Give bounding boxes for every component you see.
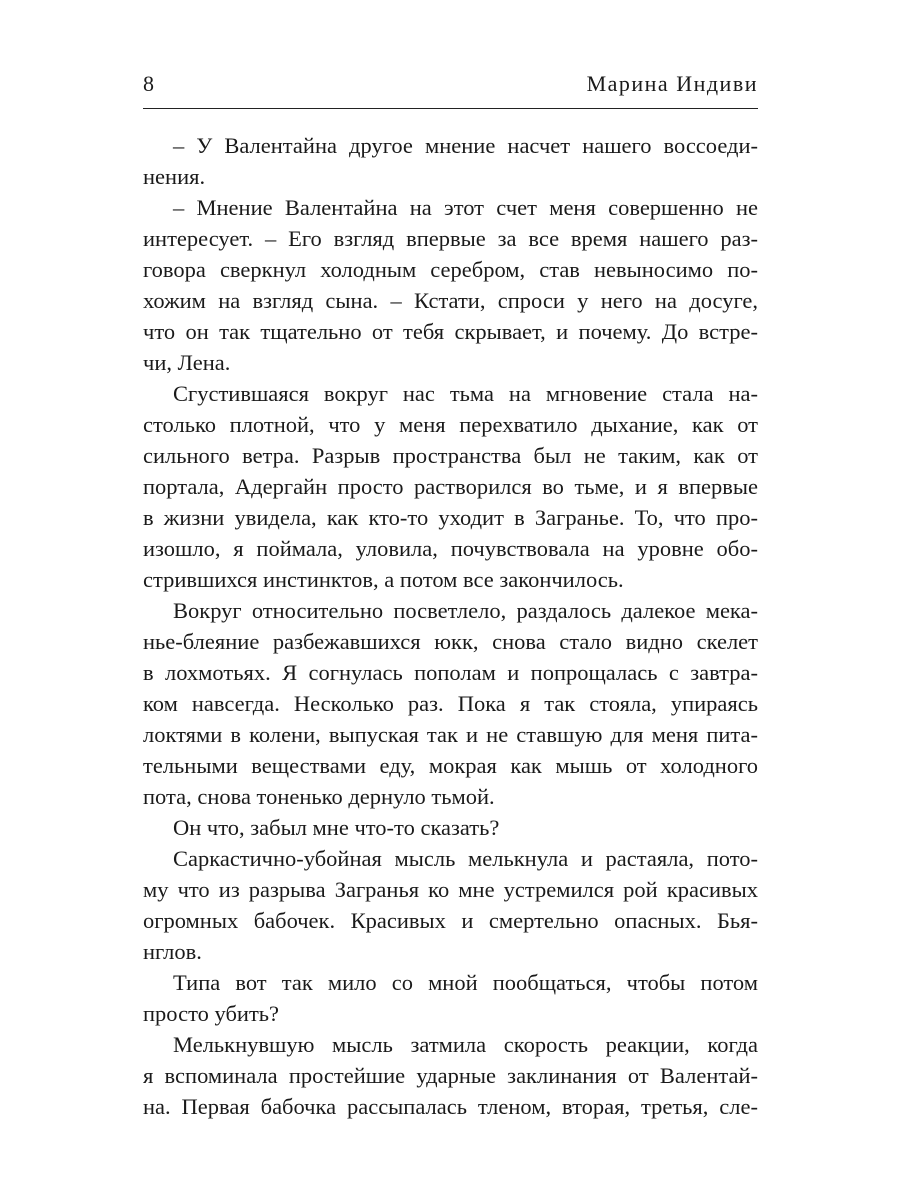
text-line: нения. <box>143 164 206 189</box>
text-line: что он так тщательно от тебя скрывает, и почему. До встре- <box>143 319 758 344</box>
text-line: чи, Лена. <box>143 350 231 375</box>
text-line: Типа вот так мило со мной пообщаться, чтобы потом <box>173 970 758 995</box>
body-text <box>143 130 758 1122</box>
page-header <box>143 72 758 109</box>
text-line: стрившихся инстинктов, а потом все закончилось. <box>143 567 624 592</box>
text-line: нглов. <box>143 939 202 964</box>
text-line: Мелькнувшую мысль затмила скорость реакции, когда <box>173 1032 758 1057</box>
text-line: нье-блеяние разбежавшихся юкк, снова стало видно скелет <box>143 629 758 654</box>
text-line: в лохмотьях. Я согнулась пополам и попрощалась с завтра- <box>143 660 758 685</box>
text-line: портала, Адергайн просто растворился во тьме, и я впервые <box>143 474 758 499</box>
text-line: говора сверкнул холодным серебром, став невыносимо по- <box>143 257 758 282</box>
text-line: огромных бабочек. Красивых и смертельно опасных. Бья- <box>143 908 758 933</box>
text-line: Он что, забыл мне что-то сказать? <box>173 815 500 840</box>
text-line: ком навсегда. Несколько раз. Пока я так стояла, упираясь <box>143 691 758 716</box>
text-line: Саркастично-убойная мысль мелькнула и растаяла, пото- <box>173 846 758 871</box>
text-line: хожим на взгляд сына. – Кстати, спроси у него на досуге, <box>143 288 758 313</box>
text-line: тельными веществами еду, мокрая как мышь от холодного <box>143 753 758 778</box>
text-line: интересует. – Его взгляд впервые за все время нашего раз- <box>143 226 758 251</box>
text-line: – У Валентайна другое мнение насчет нашего воссоеди- <box>173 133 758 158</box>
text-line: просто убить? <box>143 1001 280 1026</box>
page-number: 8 <box>143 71 154 96</box>
text-line: сильного ветра. Разрыв пространства был не таким, как от <box>143 443 758 468</box>
text-line: локтями в колени, выпуская так и не ставшую для меня пита- <box>143 722 758 747</box>
running-title: Марина Индиви <box>586 71 758 96</box>
text-line: му что из разрыва Загранья ко мне устремился рой красивых <box>143 877 758 902</box>
text-line: я вспоминала простейшие ударные заклинания от Валентай- <box>143 1063 758 1088</box>
text-line: изошло, я поймала, уловила, почувствовала на уровне обо- <box>143 536 758 561</box>
text-line: столько плотной, что у меня перехватило дыхание, как от <box>143 412 758 437</box>
text-line: Сгустившаяся вокруг нас тьма на мгновение стала на- <box>173 381 758 406</box>
text-line: пота, снова тоненько дернуло тьмой. <box>143 784 495 809</box>
text-line: в жизни увидела, как кто-то уходит в Загранье. То, что про- <box>143 505 758 530</box>
text-line: Вокруг относительно посветлело, раздалось далекое мека- <box>173 598 758 623</box>
text-line: – Мнение Валентайна на этот счет меня совершенно не <box>173 195 758 220</box>
text-line: на. Первая бабочка рассыпалась тленом, вторая, третья, сле- <box>143 1094 758 1119</box>
